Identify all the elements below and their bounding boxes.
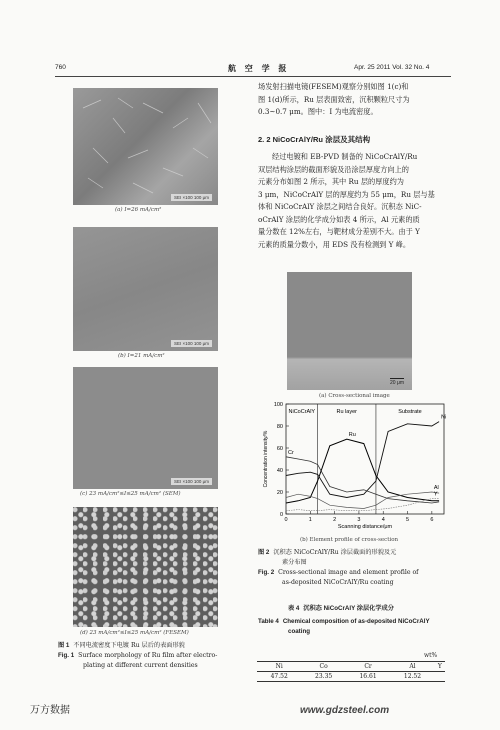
subcaption-b: (b) I=21 mA/cm² (118, 353, 165, 359)
cross-section-image (287, 272, 412, 390)
footer-watermark: www.gdzsteel.com (300, 705, 390, 716)
series-line-y (286, 499, 439, 511)
x-axis-label: Scanning distance/μm (337, 524, 393, 530)
fig2-en-text2: as-deposited NiCoCrAlY/Ru coating (282, 579, 394, 586)
element-profile-chart (260, 398, 450, 536)
x-tick-label: 5 (406, 517, 410, 523)
fig2-cn-label: 图 2 (258, 549, 270, 556)
fig1-en-label: Fig. 1 (58, 652, 75, 659)
text-line: 元素分布如图 2 所示，其中 Ru 层的厚度约为 (258, 177, 404, 186)
issue-info: Apr. 25 2011 Vol. 32 No. 4 (354, 64, 430, 71)
section-heading: 2. 2 NiCoCrAlY/Ru 涂层及其结构 (258, 135, 371, 144)
subcaption-c: (c) 23 mA/cm²≤I≤25 mA/cm² (SEM) (80, 491, 181, 497)
col-header: Al (390, 662, 434, 672)
x-tick-label: 0 (284, 517, 288, 523)
page-number: 760 (55, 64, 66, 71)
text-line: 体和 NiCoCrAlY 涂层之间结合良好。沉积态 NiC- (258, 202, 422, 211)
page-header (0, 62, 500, 76)
text-line: 双层结构涂层的截面形貌及沿涂层厚度方向上的 (258, 164, 409, 174)
scale-bar: 20 μm (390, 380, 404, 386)
y-tick-label: 0 (279, 512, 283, 518)
scale-bar: SEI ×100 100 μm (171, 340, 212, 347)
text-line: 元素的质量分数小，用 EDS 没有检测到 Y 峰。 (258, 239, 411, 249)
text-line: 0.3~0.7 μm。图中：I 为电流密度。 (258, 107, 378, 116)
x-tick-label: 4 (381, 517, 385, 523)
scale-bar: SEI ×100 100 μm (171, 478, 212, 485)
needle-texture (73, 88, 218, 205)
region-label: Ru layer (336, 409, 358, 415)
micrograph-c (73, 367, 218, 489)
text-line: 经过电镀和 EB-PVD 制备的 NiCoCrAlY/Ru (272, 152, 418, 161)
text-line: oCrAlY 涂层的化学成分如表 4 所示，Al 元素的质 (258, 214, 420, 224)
col-header: Ni (257, 662, 301, 672)
fig2b-label: (b) Element profile of cross-section (300, 537, 399, 543)
intro-paragraph (258, 81, 453, 119)
fig1-cn-text: 不同电流密度下电镀 Ru 层后的表面形貌 (73, 642, 185, 649)
series-line-ni (286, 422, 439, 498)
composition-table (257, 661, 445, 682)
table-cell: 16.61 (346, 672, 390, 682)
series-label-cr: Cr (288, 449, 294, 456)
fig2a-label: (a) Cross-sectional image (319, 393, 390, 399)
table-cell: 47.52 (257, 672, 301, 682)
table-cell (435, 672, 445, 682)
text-line: 图 1(d)所示，Ru 层表面致密，沉积颗粒尺寸为 (258, 94, 410, 104)
x-tick-label: 6 (430, 517, 434, 523)
col-header: Cr (346, 662, 390, 672)
y-tick-label: 20 (276, 490, 283, 496)
series-label-ni: Ni (441, 414, 447, 421)
table-row (257, 672, 445, 682)
x-tick-label: 1 (308, 517, 312, 523)
fig2-en-label: Fig. 2 (258, 569, 275, 576)
footer-source: 万方数据 (30, 705, 70, 716)
region-label: Substrate (398, 409, 422, 415)
fig2-cn-text: 沉积态 NiCoCrAlY/Ru 涂层截面的形貌及元 (273, 549, 397, 556)
table-cell: 23.35 (301, 672, 345, 682)
text-line: 场发射扫描电镜(FESEM)观察分别如图 1(c)和 (258, 82, 409, 91)
table-unit: wt% (424, 652, 438, 659)
table-cell: 12.52 (390, 672, 434, 682)
col-header: Co (301, 662, 345, 672)
micrograph-d (73, 507, 218, 627)
text-line: 3 μm，NiCoCrAlY 层的厚度约为 55 μm，Ru 层与基 (258, 189, 435, 199)
series-label-ru: Ru (348, 432, 356, 439)
micrograph-a (73, 88, 218, 205)
y-tick-label: 40 (276, 468, 283, 474)
journal-title: 航 空 学 报 (228, 63, 290, 73)
table4-cn-text: 沉积态 NiCoCrAlY 涂层化学成分 (303, 605, 394, 612)
series-label-al: Al (433, 485, 439, 491)
table4-en-text: Chemical composition of as-deposited NiCoCrAlY (282, 618, 430, 625)
fig1-caption (58, 641, 248, 671)
text-line: 量分数在 12%左右，与靶材成分差别不大。由于 Y (258, 227, 420, 236)
y-axis-label: Concentration intensity/% (263, 430, 269, 488)
y-tick-label: 60 (276, 446, 283, 452)
table4-caption (258, 604, 453, 637)
y-tick-label: 80 (276, 424, 283, 430)
fig1-en-text2: plating at different current densities (83, 662, 198, 669)
region-label: NiCoCrAlY (288, 409, 316, 415)
x-tick-label: 3 (357, 517, 361, 523)
body-paragraph (258, 151, 453, 251)
table4-en-text2: coating (288, 628, 311, 635)
fig2-caption (258, 548, 453, 588)
x-tick-label: 2 (333, 517, 337, 523)
header-rule (55, 76, 451, 77)
col-header: Y (435, 662, 445, 672)
series-label-y: Y (433, 491, 438, 498)
fig2-cn-text2: 素分布图 (282, 559, 307, 566)
subcaption-a: (a) I=26 mA/cm² (115, 207, 162, 213)
table4-cn-label: 表 4 (288, 605, 300, 612)
scale-bar: SEI ×100 100 μm (171, 194, 212, 201)
y-tick-label: 100 (273, 402, 283, 408)
micrograph-b (73, 227, 218, 351)
table4-en-label: Table 4 (258, 618, 279, 625)
fig1-cn-label: 图 1 (58, 642, 70, 649)
fig2-en-text: Cross-sectional image and element profile of (278, 569, 419, 576)
fig1-en-text: Surface morphology of Ru film after electro- (78, 652, 218, 659)
subcaption-d: (d) 23 mA/cm²≤I≤25 mA/cm² (FESEM) (80, 630, 189, 636)
